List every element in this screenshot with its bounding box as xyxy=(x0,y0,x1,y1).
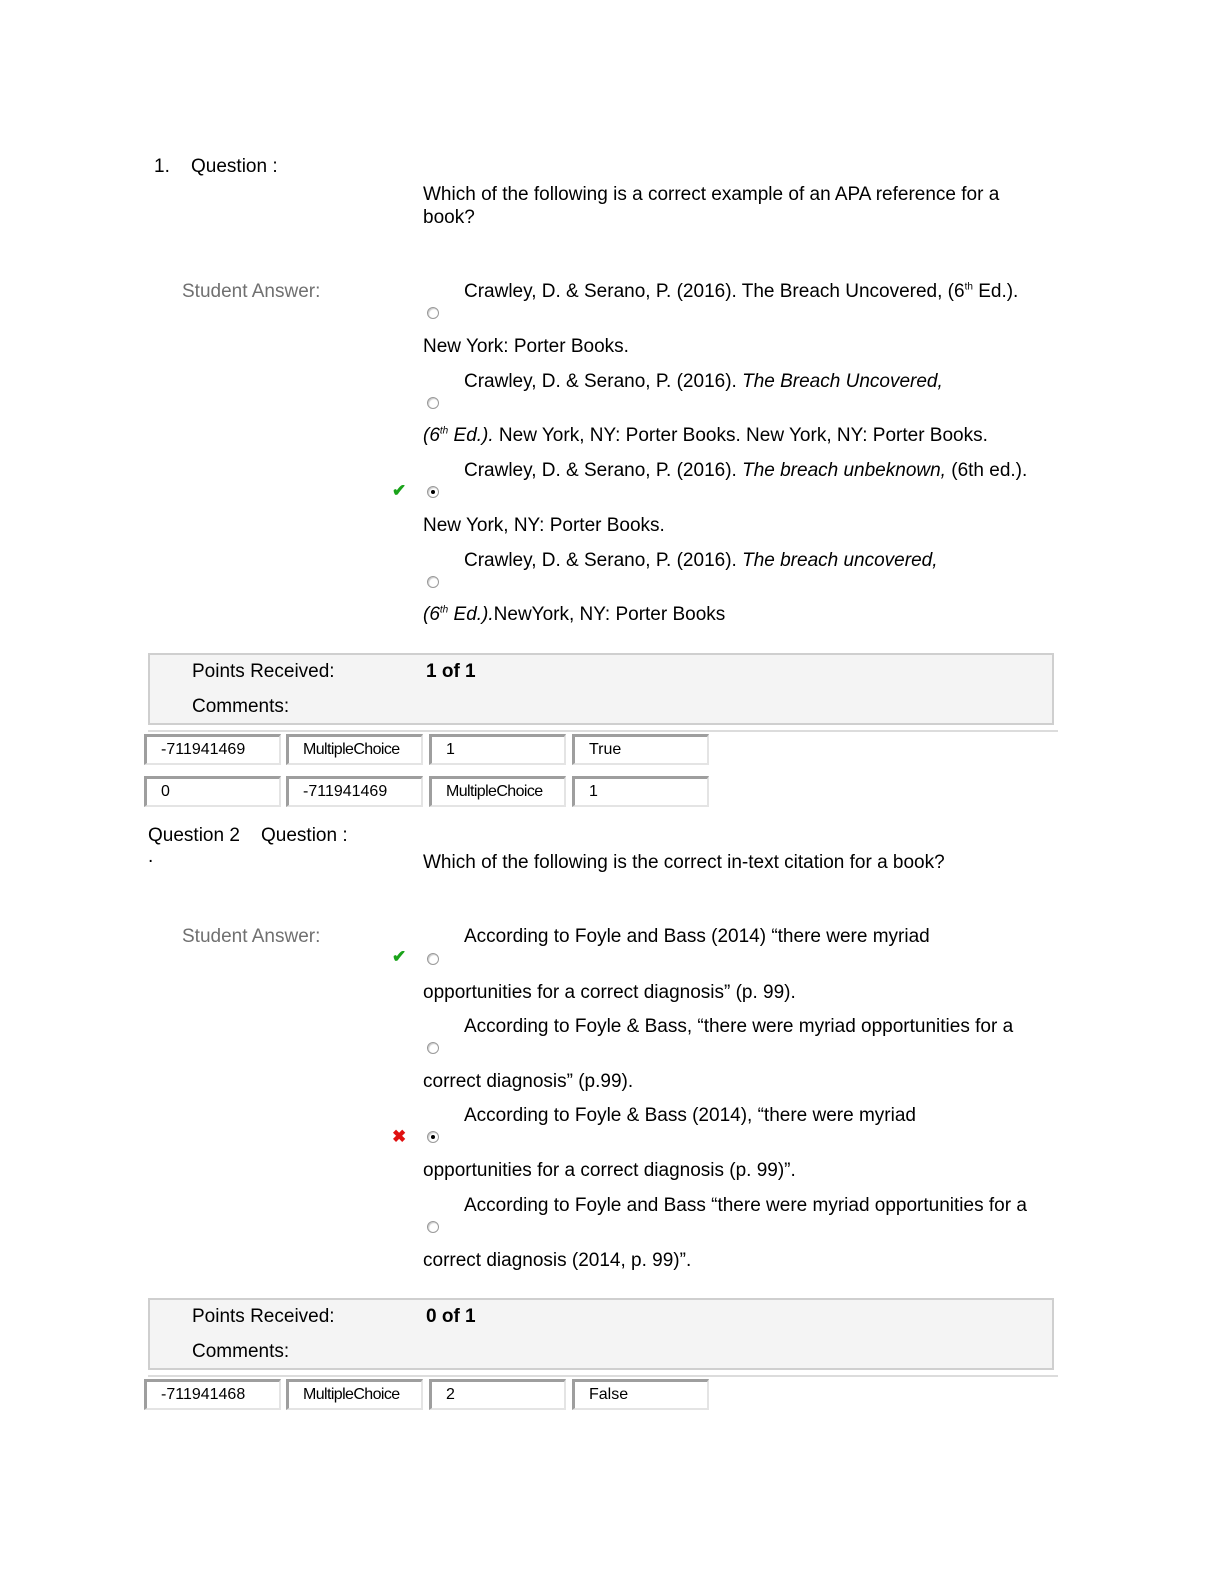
points-received-value: 1 of 1 xyxy=(426,661,476,682)
question-text-line1: Which of the following is a correct example of an APA reference for a xyxy=(423,184,1000,205)
answer-option-text-line2: correct diagnosis” (p.99). xyxy=(423,1071,634,1092)
answer-option-text: According to Foyle and Bass (2014) “there were myriad xyxy=(464,926,930,947)
answer-option-text-line2: correct diagnosis (2014, p. 99)”. xyxy=(423,1250,692,1271)
answer-option-text-line2: (6th Ed.).NewYork, NY: Porter Books xyxy=(423,604,726,625)
answer-option-text: According to Foyle & Bass, “there were myriad opportunities for a xyxy=(464,1016,1014,1037)
student-answer-label: Student Answer: xyxy=(182,281,321,302)
answer-radio[interactable] xyxy=(427,397,439,409)
answer-radio[interactable] xyxy=(427,1221,439,1233)
table-cell: 0 xyxy=(144,776,281,807)
question-text: Which of the following is the correct in-text citation for a book? xyxy=(423,852,945,873)
cross-icon: ✖ xyxy=(392,1127,407,1146)
comments-label: Comments: xyxy=(192,1341,290,1362)
check-icon: ✔ xyxy=(392,481,407,500)
answer-option-text: Crawley, D. & Serano, P. (2016). The breach uncovered, xyxy=(464,550,938,571)
table-cell: MultipleChoice xyxy=(429,776,566,807)
question-label: Question : xyxy=(261,825,348,846)
question-number: Question 2 xyxy=(148,825,240,846)
points-received-label: Points Received: xyxy=(192,1306,335,1327)
table-cell: MultipleChoice xyxy=(286,1379,423,1410)
question-label: Question : xyxy=(191,156,278,177)
table-cell: 1 xyxy=(429,734,566,765)
points-received-label: Points Received: xyxy=(192,661,335,682)
answer-option-text-line2: New York, NY: Porter Books. xyxy=(423,515,665,536)
divider xyxy=(148,730,1058,732)
question-text-line2: book? xyxy=(423,207,475,228)
table-cell: -711941469 xyxy=(144,734,281,765)
answer-radio[interactable] xyxy=(427,576,439,588)
table-cell: False xyxy=(572,1379,709,1410)
answer-radio[interactable] xyxy=(427,307,439,319)
divider xyxy=(148,1375,1058,1377)
question-number: 1. xyxy=(154,156,170,177)
table-cell: -711941469 xyxy=(286,776,423,807)
answer-option-text: Crawley, D. & Serano, P. (2016). The Breach Uncovered, (6th Ed.). xyxy=(464,281,1019,302)
points-received-value: 0 of 1 xyxy=(426,1306,476,1327)
answer-option-text-line2: opportunities for a correct diagnosis” (p. 99). xyxy=(423,982,796,1003)
answer-option-text-line2: (6th Ed.). New York, NY: Porter Books. New York, NY: Porter Books. xyxy=(423,425,988,446)
answer-option-text: According to Foyle and Bass “there were myriad opportunities for a xyxy=(464,1195,1027,1216)
answer-option-text-line2: New York: Porter Books. xyxy=(423,336,629,357)
answer-radio-selected[interactable] xyxy=(427,486,439,498)
question-dot: . xyxy=(148,846,154,867)
answer-option-text: Crawley, D. & Serano, P. (2016). The Breach Uncovered, xyxy=(464,371,943,392)
answer-option-text: According to Foyle & Bass (2014), “there were myriad xyxy=(464,1105,916,1126)
check-icon: ✔ xyxy=(392,947,407,966)
table-cell: 2 xyxy=(429,1379,566,1410)
table-cell: True xyxy=(572,734,709,765)
student-answer-label: Student Answer: xyxy=(182,926,321,947)
answer-radio[interactable] xyxy=(427,953,439,965)
answer-option-text: Crawley, D. & Serano, P. (2016). The breach unbeknown, (6th ed.). xyxy=(464,460,1028,481)
table-cell: -711941468 xyxy=(144,1379,281,1410)
table-cell: MultipleChoice xyxy=(286,734,423,765)
comments-label: Comments: xyxy=(192,696,290,717)
answer-radio-selected[interactable] xyxy=(427,1131,439,1143)
table-cell: 1 xyxy=(572,776,709,807)
answer-option-text-line2: opportunities for a correct diagnosis (p. 99)”. xyxy=(423,1160,796,1181)
answer-radio[interactable] xyxy=(427,1042,439,1054)
